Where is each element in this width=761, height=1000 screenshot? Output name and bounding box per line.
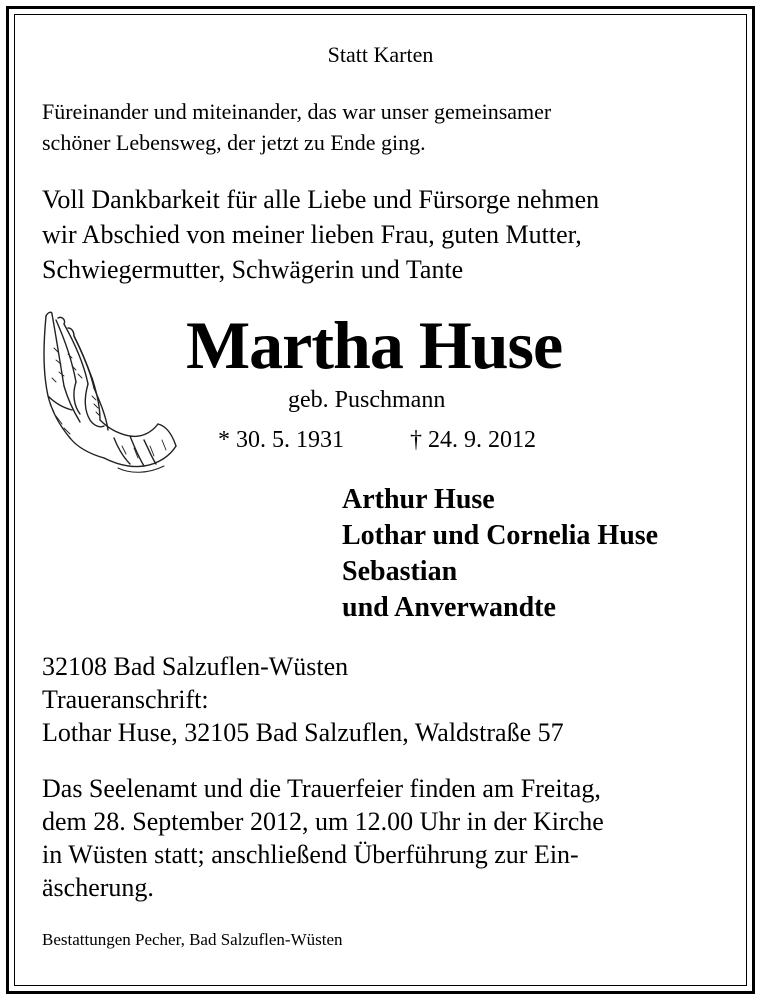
thanks-paragraph bbox=[42, 182, 599, 287]
address-block bbox=[42, 650, 564, 749]
mourner-item: Sebastian bbox=[342, 556, 458, 587]
mourners-list bbox=[342, 482, 658, 626]
maiden-name: geb. Puschmann bbox=[288, 387, 446, 413]
address-line: Lothar Huse, 32105 Bad Salzuflen, Waldstraße 57 bbox=[42, 718, 564, 747]
birth-date: * 30. 5. 1931 bbox=[218, 427, 344, 453]
thanks-line: wir Abschied von meiner lieben Frau, guten Mutter, bbox=[42, 220, 582, 249]
death-date: † 24. 9. 2012 bbox=[410, 427, 536, 453]
mourner-item: Lothar und Cornelia Huse bbox=[342, 520, 659, 551]
thanks-line: Schwiegermutter, Schwägerin und Tante bbox=[42, 255, 464, 284]
service-line: in Wüsten statt; anschließend Überführung zur Ein- bbox=[42, 840, 579, 869]
address-line: 32108 Bad Salzuflen-Wüsten bbox=[42, 652, 349, 681]
funeral-home-footer: Bestattungen Pecher, Bad Salzuflen-Wüsten bbox=[42, 930, 343, 949]
intro-paragraph bbox=[42, 96, 551, 158]
intro-line: schöner Lebensweg, der jetzt zu Ende ging. bbox=[42, 130, 426, 155]
service-line: dem 28. September 2012, um 12.00 Uhr in der Kirche bbox=[42, 807, 604, 836]
service-line: Das Seelenamt und die Trauerfeier finden am Freitag, bbox=[42, 774, 601, 803]
service-line: äscherung. bbox=[42, 873, 154, 902]
intro-line: Füreinander und miteinander, das war unser gemeinsamer bbox=[42, 99, 552, 124]
mourner-item: und Anverwandte bbox=[342, 592, 556, 623]
service-paragraph bbox=[42, 772, 604, 904]
deceased-name: Martha Huse bbox=[186, 307, 563, 383]
mourner-item: Arthur Huse bbox=[342, 484, 495, 515]
address-line: Traueranschrift: bbox=[42, 685, 209, 714]
thanks-line: Voll Dankbarkeit für alle Liebe und Fürsorge nehmen bbox=[42, 185, 600, 214]
praying-hands-icon bbox=[34, 308, 180, 486]
header-text: Statt Karten bbox=[327, 42, 434, 67]
